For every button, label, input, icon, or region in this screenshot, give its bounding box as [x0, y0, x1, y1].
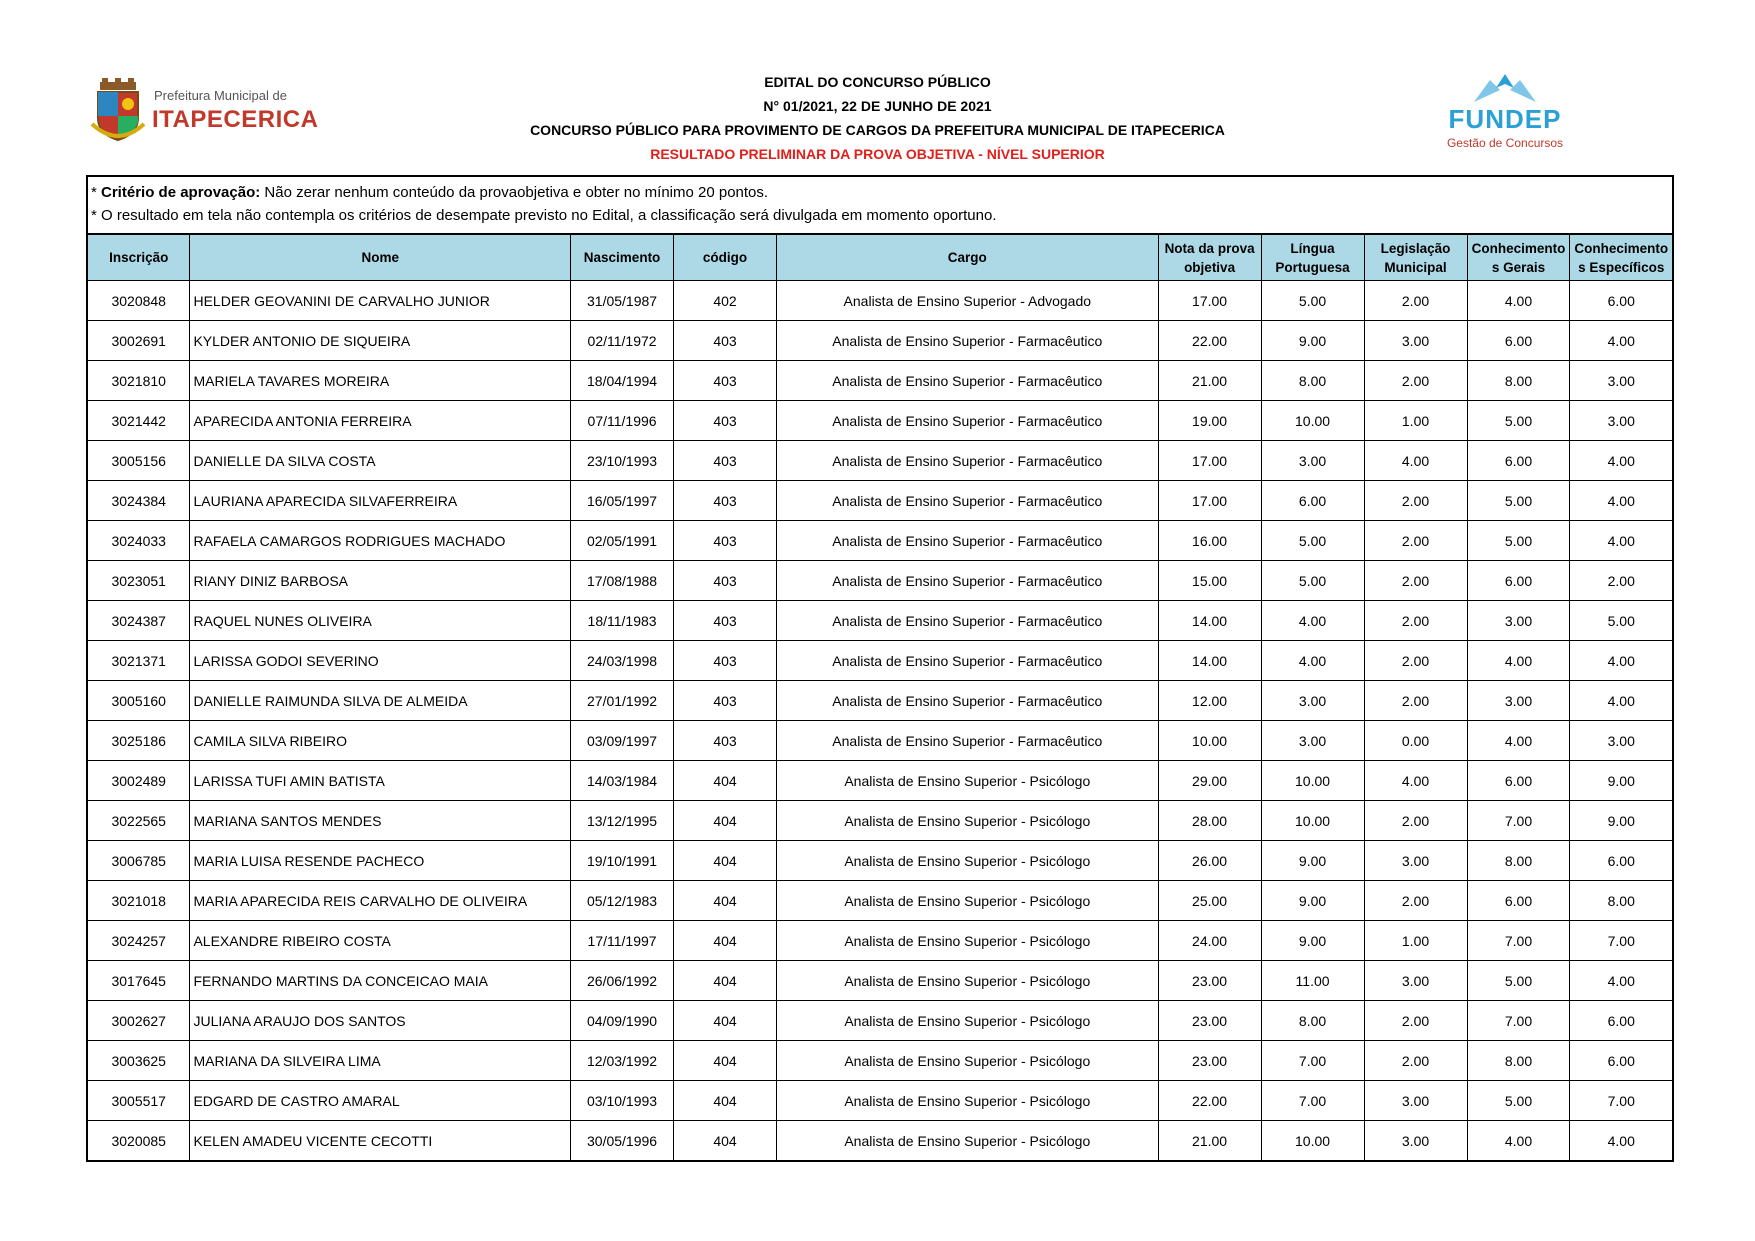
table-cell: 4.00 [1570, 481, 1673, 521]
table-cell: 30/05/1996 [571, 1121, 674, 1162]
col-header: Conhecimentos Específicos [1570, 234, 1673, 281]
table-cell: Analista de Ensino Superior - Farmacêutico [777, 681, 1159, 721]
table-cell: 3.00 [1364, 1081, 1467, 1121]
table-cell: 6.00 [1467, 441, 1570, 481]
table-row [87, 1001, 1673, 1041]
table-cell: Analista de Ensino Superior - Advogado [777, 281, 1159, 321]
table-cell: 403 [674, 681, 777, 721]
table-cell: 4.00 [1261, 601, 1364, 641]
table-cell: 403 [674, 321, 777, 361]
table-cell: Analista de Ensino Superior - Farmacêutico [777, 401, 1159, 441]
table-cell: 15.00 [1158, 561, 1261, 601]
table-cell: 3.00 [1570, 401, 1673, 441]
table-cell: Analista de Ensino Superior - Farmacêutico [777, 561, 1159, 601]
table-cell: LAURIANA APARECIDA SILVAFERREIRA [190, 481, 571, 521]
table-cell: 6.00 [1467, 561, 1570, 601]
table-row [87, 841, 1673, 881]
table-cell: 07/11/1996 [571, 401, 674, 441]
table-cell: FERNANDO MARTINS DA CONCEICAO MAIA [190, 961, 571, 1001]
table-cell: 403 [674, 481, 777, 521]
table-cell: KYLDER ANTONIO DE SIQUEIRA [190, 321, 571, 361]
table-cell: 4.00 [1467, 1121, 1570, 1162]
table-cell: 1.00 [1364, 921, 1467, 961]
table-cell: 18/04/1994 [571, 361, 674, 401]
table-cell: 0.00 [1364, 721, 1467, 761]
table-cell: 3025186 [87, 721, 190, 761]
table-cell: 3023051 [87, 561, 190, 601]
table-cell: 4.00 [1570, 1121, 1673, 1162]
table-cell: 3002489 [87, 761, 190, 801]
col-header: Nascimento [571, 234, 674, 281]
table-cell: 3005156 [87, 441, 190, 481]
table-cell: 403 [674, 361, 777, 401]
table-cell: 9.00 [1261, 841, 1364, 881]
table-cell: 4.00 [1570, 641, 1673, 681]
table-cell: 03/09/1997 [571, 721, 674, 761]
table-cell: Analista de Ensino Superior - Farmacêutico [777, 361, 1159, 401]
table-row [87, 601, 1673, 641]
col-header: Cargo [777, 234, 1159, 281]
table-cell: 4.00 [1570, 521, 1673, 561]
table-cell: 5.00 [1261, 521, 1364, 561]
table-cell: Analista de Ensino Superior - Farmacêutico [777, 601, 1159, 641]
table-cell: 2.00 [1364, 521, 1467, 561]
table-cell: 10.00 [1158, 721, 1261, 761]
table-cell: 2.00 [1364, 681, 1467, 721]
header-line-2: N° 01/2021, 22 DE JUNHO DE 2021 [763, 98, 992, 114]
table-cell: 14.00 [1158, 641, 1261, 681]
table-cell: 27/01/1992 [571, 681, 674, 721]
col-header: Legislação Municipal [1364, 234, 1467, 281]
table-row [87, 761, 1673, 801]
table-cell: 18/11/1983 [571, 601, 674, 641]
table-cell: 10.00 [1261, 401, 1364, 441]
table-cell: 17/08/1988 [571, 561, 674, 601]
table-cell: 5.00 [1467, 481, 1570, 521]
table-cell: 3002691 [87, 321, 190, 361]
fundep-name: FUNDEP [1448, 104, 1562, 134]
table-cell: 23.00 [1158, 1001, 1261, 1041]
table-cell: 7.00 [1570, 1081, 1673, 1121]
table-cell: 5.00 [1570, 601, 1673, 641]
table-cell: 3024384 [87, 481, 190, 521]
table-row [87, 1081, 1673, 1121]
table-cell: 2.00 [1364, 601, 1467, 641]
table-cell: 8.00 [1467, 841, 1570, 881]
table-cell: 3022565 [87, 801, 190, 841]
table-row [87, 641, 1673, 681]
criteria-line-1 [91, 181, 1668, 204]
criteria-line-2: * O resultado em tela não contempla os critérios de desempate previsto no Edital, a classificação será divulgada em momento oportuno. [91, 207, 997, 224]
table-cell: 3006785 [87, 841, 190, 881]
table-cell: 9.00 [1261, 921, 1364, 961]
table-cell: 404 [674, 1001, 777, 1041]
table-cell: KELEN AMADEU VICENTE CECOTTI [190, 1121, 571, 1162]
table-row [87, 441, 1673, 481]
table-cell: 13/12/1995 [571, 801, 674, 841]
table-cell: 403 [674, 721, 777, 761]
table-cell: 10.00 [1261, 801, 1364, 841]
table-row [87, 1121, 1673, 1162]
table-cell: 7.00 [1261, 1041, 1364, 1081]
table-cell: 404 [674, 961, 777, 1001]
table-cell: MARIANA DA SILVEIRA LIMA [190, 1041, 571, 1081]
table-cell: RAFAELA CAMARGOS RODRIGUES MACHADO [190, 521, 571, 561]
table-cell: DANIELLE DA SILVA COSTA [190, 441, 571, 481]
table-cell: 6.00 [1467, 881, 1570, 921]
prefeitura-label: Prefeitura Municipal de [154, 88, 287, 103]
table-cell: Analista de Ensino Superior - Farmacêutico [777, 321, 1159, 361]
table-cell: 26.00 [1158, 841, 1261, 881]
table-cell: 404 [674, 921, 777, 961]
header-line-1: EDITAL DO CONCURSO PÚBLICO [764, 74, 991, 90]
table-row [87, 961, 1673, 1001]
table-cell: LARISSA GODOI SEVERINO [190, 641, 571, 681]
table-cell: 23/10/1993 [571, 441, 674, 481]
col-header: Nome [190, 234, 571, 281]
table-cell: 6.00 [1261, 481, 1364, 521]
table-cell: 22.00 [1158, 1081, 1261, 1121]
table-cell: JULIANA ARAUJO DOS SANTOS [190, 1001, 571, 1041]
col-header: Inscrição [87, 234, 190, 281]
table-cell: 2.00 [1364, 481, 1467, 521]
table-row [87, 921, 1673, 961]
table-cell: EDGARD DE CASTRO AMARAL [190, 1081, 571, 1121]
table-header-row [87, 234, 1673, 281]
table-cell: 3021371 [87, 641, 190, 681]
table-cell: 5.00 [1467, 521, 1570, 561]
table-cell: 3.00 [1261, 681, 1364, 721]
table-row [87, 281, 1673, 321]
table-row [87, 321, 1673, 361]
table-cell: 4.00 [1364, 761, 1467, 801]
table-cell: 4.00 [1570, 681, 1673, 721]
table-cell: 14.00 [1158, 601, 1261, 641]
table-cell: 403 [674, 641, 777, 681]
table-cell: Analista de Ensino Superior - Psicólogo [777, 1041, 1159, 1081]
table-cell: 25.00 [1158, 881, 1261, 921]
table-cell: 6.00 [1570, 841, 1673, 881]
table-cell: 3.00 [1467, 681, 1570, 721]
table-cell: 12/03/1992 [571, 1041, 674, 1081]
table-cell: 12.00 [1158, 681, 1261, 721]
col-header: código [674, 234, 777, 281]
table-cell: 3.00 [1261, 441, 1364, 481]
table-row [87, 1041, 1673, 1081]
table-cell: 404 [674, 1121, 777, 1162]
table-cell: 2.00 [1570, 561, 1673, 601]
table-cell: 3.00 [1364, 321, 1467, 361]
table-cell: 3.00 [1570, 721, 1673, 761]
table-cell: 9.00 [1570, 801, 1673, 841]
table-cell: 02/11/1972 [571, 321, 674, 361]
table-cell: 403 [674, 561, 777, 601]
table-cell: 402 [674, 281, 777, 321]
table-cell: 3024257 [87, 921, 190, 961]
table-row [87, 361, 1673, 401]
table-cell: 403 [674, 521, 777, 561]
table-cell: 7.00 [1261, 1081, 1364, 1121]
table-row [87, 801, 1673, 841]
table-cell: 05/12/1983 [571, 881, 674, 921]
table-cell: 9.00 [1570, 761, 1673, 801]
table-cell: 5.00 [1261, 281, 1364, 321]
table-cell: 2.00 [1364, 561, 1467, 601]
table-cell: Analista de Ensino Superior - Farmacêutico [777, 521, 1159, 561]
table-row [87, 681, 1673, 721]
table-cell: 17.00 [1158, 441, 1261, 481]
table-cell: 4.00 [1467, 721, 1570, 761]
table-cell: MARIA APARECIDA REIS CARVALHO DE OLIVEIRA [190, 881, 571, 921]
table-cell: 28.00 [1158, 801, 1261, 841]
table-cell: 3005517 [87, 1081, 190, 1121]
table-cell: Analista de Ensino Superior - Farmacêutico [777, 481, 1159, 521]
table-cell: 21.00 [1158, 361, 1261, 401]
col-header: Língua Portuguesa [1261, 234, 1364, 281]
fundep-subtitle: Gestão de Concursos [1446, 136, 1564, 150]
results-table [86, 233, 1674, 1162]
table-cell: 3020848 [87, 281, 190, 321]
table-cell: 3.00 [1364, 961, 1467, 1001]
table-cell: 7.00 [1467, 1001, 1570, 1041]
table-cell: 04/09/1990 [571, 1001, 674, 1041]
table-cell: 17.00 [1158, 481, 1261, 521]
table-cell: RAQUEL NUNES OLIVEIRA [190, 601, 571, 641]
table-cell: 3002627 [87, 1001, 190, 1041]
table-cell: CAMILA SILVA RIBEIRO [190, 721, 571, 761]
table-cell: 3.00 [1364, 1121, 1467, 1162]
table-cell: Analista de Ensino Superior - Psicólogo [777, 881, 1159, 921]
table-cell: APARECIDA ANTONIA FERREIRA [190, 401, 571, 441]
table-row [87, 481, 1673, 521]
table-cell: Analista de Ensino Superior - Farmacêutico [777, 441, 1159, 481]
col-header: Conhecimentos Gerais [1467, 234, 1570, 281]
table-cell: 5.00 [1261, 561, 1364, 601]
table-cell: 3020085 [87, 1121, 190, 1162]
table-cell: 24/03/1998 [571, 641, 674, 681]
table-cell: 4.00 [1364, 441, 1467, 481]
table-cell: ALEXANDRE RIBEIRO COSTA [190, 921, 571, 961]
table-row [87, 721, 1673, 761]
table-cell: 5.00 [1467, 1081, 1570, 1121]
table-cell: Analista de Ensino Superior - Psicólogo [777, 921, 1159, 961]
table-cell: 404 [674, 801, 777, 841]
table-cell: 4.00 [1570, 321, 1673, 361]
table-cell: 6.00 [1467, 321, 1570, 361]
table-row [87, 401, 1673, 441]
table-cell: 3024033 [87, 521, 190, 561]
table-cell: 2.00 [1364, 881, 1467, 921]
table-cell: 2.00 [1364, 1001, 1467, 1041]
header-line-4: RESULTADO PRELIMINAR DA PROVA OBJETIVA - NÍVEL SUPERIOR [650, 146, 1105, 162]
table-cell: 3024387 [87, 601, 190, 641]
table-cell: 8.00 [1261, 1001, 1364, 1041]
table-cell: 3.00 [1261, 721, 1364, 761]
table-cell: 6.00 [1570, 1001, 1673, 1041]
table-cell: 23.00 [1158, 1041, 1261, 1081]
table-cell: Analista de Ensino Superior - Psicólogo [777, 1081, 1159, 1121]
table-cell: MARIELA TAVARES MOREIRA [190, 361, 571, 401]
table-cell: 2.00 [1364, 281, 1467, 321]
table-cell: Analista de Ensino Superior - Farmacêutico [777, 721, 1159, 761]
table-cell: Analista de Ensino Superior - Psicólogo [777, 801, 1159, 841]
table-row [87, 881, 1673, 921]
table-cell: 404 [674, 1041, 777, 1081]
table-cell: 10.00 [1261, 1121, 1364, 1162]
table-row [87, 521, 1673, 561]
table-cell: 2.00 [1364, 801, 1467, 841]
table-cell: 3.00 [1364, 841, 1467, 881]
table-cell: Analista de Ensino Superior - Psicólogo [777, 841, 1159, 881]
table-cell: 3021810 [87, 361, 190, 401]
table-cell: 4.00 [1261, 641, 1364, 681]
table-cell: 8.00 [1261, 361, 1364, 401]
table-cell: MARIANA SANTOS MENDES [190, 801, 571, 841]
table-cell: 3003625 [87, 1041, 190, 1081]
table-cell: 2.00 [1364, 641, 1467, 681]
criteria-bullet: * [91, 184, 102, 201]
table-cell: DANIELLE RAIMUNDA SILVA DE ALMEIDA [190, 681, 571, 721]
table-cell: 8.00 [1467, 361, 1570, 401]
table-row [87, 561, 1673, 601]
table-cell: 16.00 [1158, 521, 1261, 561]
table-cell: Analista de Ensino Superior - Psicólogo [777, 1001, 1159, 1041]
table-cell: 3021018 [87, 881, 190, 921]
table-cell: 19/10/1991 [571, 841, 674, 881]
table-cell: 19.00 [1158, 401, 1261, 441]
table-cell: 403 [674, 441, 777, 481]
criteria-label: Critério de aprovação: [101, 184, 261, 201]
table-cell: 7.00 [1467, 921, 1570, 961]
table-cell: 4.00 [1570, 961, 1673, 1001]
table-cell: 6.00 [1570, 1041, 1673, 1081]
table-cell: 31/05/1987 [571, 281, 674, 321]
table-body [87, 281, 1673, 1162]
table-cell: 26/06/1992 [571, 961, 674, 1001]
table-cell: 02/05/1991 [571, 521, 674, 561]
table-cell: 7.00 [1467, 801, 1570, 841]
table-cell: 8.00 [1570, 881, 1673, 921]
document-header [0, 70, 1755, 166]
table-cell: 17.00 [1158, 281, 1261, 321]
header-line-3: CONCURSO PÚBLICO PARA PROVIMENTO DE CARGOS DA PREFEITURA MUNICIPAL DE ITAPECERICA [530, 122, 1225, 138]
table-cell: RIANY DINIZ BARBOSA [190, 561, 571, 601]
table-cell: 1.00 [1364, 401, 1467, 441]
col-header: Nota da prova objetiva [1158, 234, 1261, 281]
table-cell: 404 [674, 881, 777, 921]
table-cell: 6.00 [1570, 281, 1673, 321]
table-cell: 3017645 [87, 961, 190, 1001]
table-cell: 2.00 [1364, 1041, 1467, 1081]
table-cell: 22.00 [1158, 321, 1261, 361]
table-cell: 3.00 [1570, 361, 1673, 401]
table-cell: 5.00 [1467, 961, 1570, 1001]
table-cell: Analista de Ensino Superior - Psicólogo [777, 1121, 1159, 1162]
table-cell: 5.00 [1467, 401, 1570, 441]
table-cell: MARIA LUISA RESENDE PACHECO [190, 841, 571, 881]
table-cell: LARISSA TUFI AMIN BATISTA [190, 761, 571, 801]
table-cell: 3021442 [87, 401, 190, 441]
table-cell: 403 [674, 401, 777, 441]
table-cell: 3.00 [1467, 601, 1570, 641]
table-cell: 6.00 [1467, 761, 1570, 801]
table-cell: 4.00 [1570, 441, 1673, 481]
table-cell: 23.00 [1158, 961, 1261, 1001]
table-cell: 14/03/1984 [571, 761, 674, 801]
table-cell: 17/11/1997 [571, 921, 674, 961]
table-cell: Analista de Ensino Superior - Psicólogo [777, 961, 1159, 1001]
table-cell: 29.00 [1158, 761, 1261, 801]
table-cell: 3005160 [87, 681, 190, 721]
table-cell: 404 [674, 761, 777, 801]
table-cell: 4.00 [1467, 641, 1570, 681]
table-cell: 10.00 [1261, 761, 1364, 801]
table-cell: 8.00 [1467, 1041, 1570, 1081]
table-cell: 21.00 [1158, 1121, 1261, 1162]
table-cell: 404 [674, 1081, 777, 1121]
table-cell: 2.00 [1364, 361, 1467, 401]
table-cell: Analista de Ensino Superior - Psicólogo [777, 761, 1159, 801]
table-cell: 24.00 [1158, 921, 1261, 961]
table-cell: 403 [674, 601, 777, 641]
criteria-box [86, 175, 1674, 233]
table-cell: 11.00 [1261, 961, 1364, 1001]
table-cell: 9.00 [1261, 321, 1364, 361]
table-cell: Analista de Ensino Superior - Farmacêutico [777, 641, 1159, 681]
table-cell: 404 [674, 841, 777, 881]
table-cell: 4.00 [1467, 281, 1570, 321]
table-cell: 9.00 [1261, 881, 1364, 921]
city-name: ITAPECERICA [152, 106, 319, 133]
table-cell: 7.00 [1570, 921, 1673, 961]
table-cell: HELDER GEOVANINI DE CARVALHO JUNIOR [190, 281, 571, 321]
table-cell: 03/10/1993 [571, 1081, 674, 1121]
criteria-text: Não zerar nenhum conteúdo da provaobjetiva e obter no mínimo 20 pontos. [260, 184, 769, 201]
table-cell: 16/05/1997 [571, 481, 674, 521]
